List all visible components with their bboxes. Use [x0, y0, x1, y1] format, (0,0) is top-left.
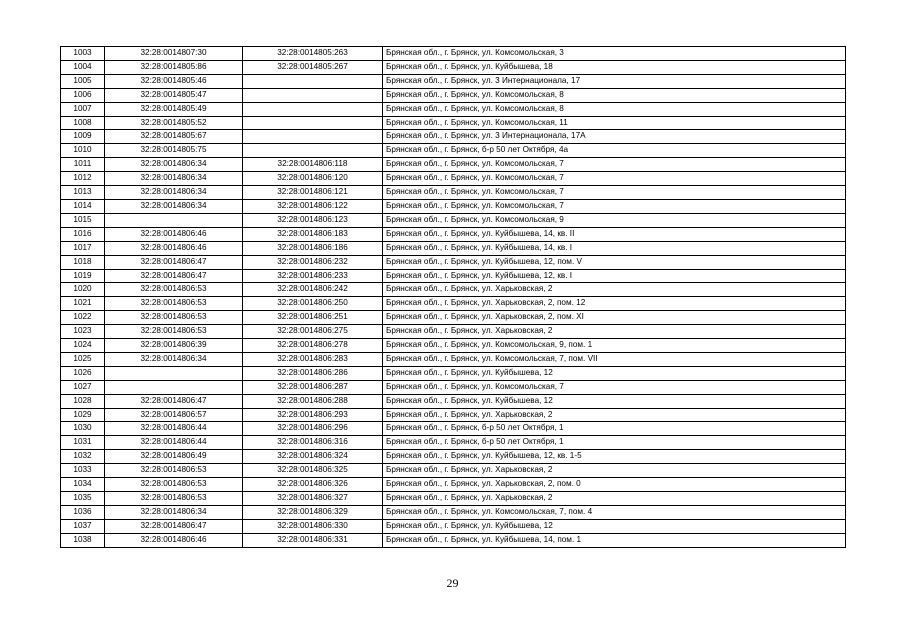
land-cadastral-number-cell: [105, 213, 243, 227]
land-cadastral-number-cell: 32:28:0014806:53: [105, 492, 243, 506]
table-row: [61, 116, 846, 130]
table-row: [61, 186, 846, 200]
object-cadastral-number-cell: 32:28:0014806:293: [243, 408, 383, 422]
table-row: [61, 297, 846, 311]
row-number-cell: 1031: [61, 436, 105, 450]
table-row: [61, 88, 846, 102]
table-row: [61, 269, 846, 283]
object-cadastral-number-cell: 32:28:0014806:325: [243, 464, 383, 478]
table-row: [61, 199, 846, 213]
table-row: [61, 60, 846, 74]
row-number-cell: 1035: [61, 492, 105, 506]
address-cell: Брянская обл., г. Брянск, ул. Комсомольская, 7, пом. 4: [383, 505, 846, 519]
table-row: [61, 74, 846, 88]
object-cadastral-number-cell: 32:28:0014806:326: [243, 478, 383, 492]
object-cadastral-number-cell: 32:28:0014806:331: [243, 533, 383, 547]
land-cadastral-number-cell: 32:28:0014806:53: [105, 297, 243, 311]
address-cell: Брянская обл., г. Брянск, ул. Куйбышева, 12, кв. I: [383, 269, 846, 283]
object-cadastral-number-cell: 32:28:0014806:275: [243, 325, 383, 339]
object-cadastral-number-cell: 32:28:0014806:278: [243, 339, 383, 353]
land-cadastral-number-cell: [105, 366, 243, 380]
row-number-cell: 1005: [61, 74, 105, 88]
table-row: [61, 339, 846, 353]
table-row: [61, 492, 846, 506]
object-cadastral-number-cell: 32:28:0014806:123: [243, 213, 383, 227]
address-cell: Брянская обл., г. Брянск, ул. Комсомольская, 3: [383, 47, 846, 61]
table-row: [61, 241, 846, 255]
table-row: [61, 519, 846, 533]
land-cadastral-number-cell: 32:28:0014806:39: [105, 339, 243, 353]
land-cadastral-number-cell: 32:28:0014806:47: [105, 519, 243, 533]
object-cadastral-number-cell: 32:28:0014806:287: [243, 380, 383, 394]
land-cadastral-number-cell: 32:28:0014806:34: [105, 505, 243, 519]
address-cell: Брянская обл., г. Брянск, ул. Куйбышева, 18: [383, 60, 846, 74]
address-cell: Брянская обл., г. Брянск, ул. Комсомольская, 7: [383, 186, 846, 200]
object-cadastral-number-cell: 32:28:0014805:267: [243, 60, 383, 74]
row-number-cell: 1036: [61, 505, 105, 519]
address-cell: Брянская обл., г. Брянск, ул. Комсомольская, 9, пом. 1: [383, 339, 846, 353]
row-number-cell: 1003: [61, 47, 105, 61]
row-number-cell: 1004: [61, 60, 105, 74]
object-cadastral-number-cell: [243, 88, 383, 102]
land-cadastral-number-cell: 32:28:0014806:47: [105, 269, 243, 283]
land-cadastral-number-cell: 32:28:0014806:46: [105, 241, 243, 255]
land-cadastral-number-cell: 32:28:0014805:52: [105, 116, 243, 130]
address-cell: Брянская обл., г. Брянск, ул. Куйбышева, 14, пом. 1: [383, 533, 846, 547]
row-number-cell: 1020: [61, 283, 105, 297]
table-row: [61, 47, 846, 61]
object-cadastral-number-cell: 32:28:0014806:288: [243, 394, 383, 408]
land-cadastral-number-cell: 32:28:0014806:53: [105, 464, 243, 478]
address-cell: Брянская обл., г. Брянск, ул. Харьковская, 2: [383, 408, 846, 422]
table-row: [61, 172, 846, 186]
land-cadastral-number-cell: 32:28:0014805:86: [105, 60, 243, 74]
table-row: [61, 408, 846, 422]
address-cell: Брянская обл., г. Брянск, ул. Куйбышева, 12: [383, 366, 846, 380]
object-cadastral-number-cell: 32:28:0014806:242: [243, 283, 383, 297]
land-cadastral-number-cell: 32:28:0014806:53: [105, 325, 243, 339]
row-number-cell: 1011: [61, 158, 105, 172]
table-row: [61, 394, 846, 408]
object-cadastral-number-cell: 32:28:0014806:186: [243, 241, 383, 255]
land-cadastral-number-cell: 32:28:0014806:53: [105, 478, 243, 492]
object-cadastral-number-cell: [243, 144, 383, 158]
address-cell: Брянская обл., г. Брянск, ул. Харьковская, 2, пом. 0: [383, 478, 846, 492]
land-cadastral-number-cell: 32:28:0014806:49: [105, 450, 243, 464]
row-number-cell: 1015: [61, 213, 105, 227]
row-number-cell: 1006: [61, 88, 105, 102]
row-number-cell: 1026: [61, 366, 105, 380]
land-cadastral-number-cell: 32:28:0014806:44: [105, 422, 243, 436]
row-number-cell: 1027: [61, 380, 105, 394]
address-cell: Брянская обл., г. Брянск, ул. Комсомольская, 7: [383, 380, 846, 394]
object-cadastral-number-cell: 32:28:0014806:286: [243, 366, 383, 380]
table-body: [61, 47, 846, 548]
address-cell: Брянская обл., г. Брянск, ул. Комсомольская, 7: [383, 172, 846, 186]
row-number-cell: 1033: [61, 464, 105, 478]
table-row: [61, 422, 846, 436]
land-cadastral-number-cell: 32:28:0014806:53: [105, 283, 243, 297]
address-cell: Брянская обл., г. Брянск, ул. Куйбышева, 12: [383, 394, 846, 408]
table-row: [61, 158, 846, 172]
table-row: [61, 450, 846, 464]
object-cadastral-number-cell: 32:28:0014806:183: [243, 227, 383, 241]
address-cell: Брянская обл., г. Брянск, ул. Комсомольская, 11: [383, 116, 846, 130]
object-cadastral-number-cell: 32:28:0014806:316: [243, 436, 383, 450]
object-cadastral-number-cell: 32:28:0014806:296: [243, 422, 383, 436]
object-cadastral-number-cell: [243, 116, 383, 130]
land-cadastral-number-cell: 32:28:0014806:46: [105, 533, 243, 547]
row-number-cell: 1012: [61, 172, 105, 186]
table-row: [61, 213, 846, 227]
table-row: [61, 505, 846, 519]
address-cell: Брянская обл., г. Брянск, ул. Куйбышева, 14, кв. II: [383, 227, 846, 241]
table-row: [61, 325, 846, 339]
row-number-cell: 1034: [61, 478, 105, 492]
address-cell: Брянская обл., г. Брянск, ул. Харьковская, 2, пом. 12: [383, 297, 846, 311]
table-row: [61, 352, 846, 366]
object-cadastral-number-cell: 32:28:0014806:330: [243, 519, 383, 533]
table-row: [61, 533, 846, 547]
table-row: [61, 102, 846, 116]
row-number-cell: 1029: [61, 408, 105, 422]
row-number-cell: 1032: [61, 450, 105, 464]
object-cadastral-number-cell: 32:28:0014806:327: [243, 492, 383, 506]
land-cadastral-number-cell: 32:28:0014805:75: [105, 144, 243, 158]
object-cadastral-number-cell: 32:28:0014806:121: [243, 186, 383, 200]
table-row: [61, 255, 846, 269]
land-cadastral-number-cell: 32:28:0014806:46: [105, 227, 243, 241]
land-cadastral-number-cell: 32:28:0014806:34: [105, 158, 243, 172]
address-cell: Брянская обл., г. Брянск, б-р 50 лет Октября, 1: [383, 422, 846, 436]
page-number: 29: [446, 576, 459, 590]
address-cell: Брянская обл., г. Брянск, ул. Харьковская, 2, пом. XI: [383, 311, 846, 325]
address-cell: Брянская обл., г. Брянск, ул. Харьковская, 2: [383, 325, 846, 339]
object-cadastral-number-cell: [243, 130, 383, 144]
object-cadastral-number-cell: 32:28:0014806:120: [243, 172, 383, 186]
table-row: [61, 283, 846, 297]
object-cadastral-number-cell: 32:28:0014806:122: [243, 199, 383, 213]
land-cadastral-number-cell: 32:28:0014806:47: [105, 394, 243, 408]
land-cadastral-number-cell: 32:28:0014807:30: [105, 47, 243, 61]
address-cell: Брянская обл., г. Брянск, ул. Куйбышева, 12, кв. 1-5: [383, 450, 846, 464]
table-row: [61, 144, 846, 158]
address-cell: Брянская обл., г. Брянск, ул. Комсомольская, 7, пом. VII: [383, 352, 846, 366]
address-cell: Брянская обл., г. Брянск, ул. Куйбышева, 14, кв. I: [383, 241, 846, 255]
row-number-cell: 1009: [61, 130, 105, 144]
row-number-cell: 1008: [61, 116, 105, 130]
object-cadastral-number-cell: [243, 74, 383, 88]
land-cadastral-number-cell: 32:28:0014806:57: [105, 408, 243, 422]
address-cell: Брянская обл., г. Брянск, ул. Харьковская, 2: [383, 283, 846, 297]
land-cadastral-number-cell: 32:28:0014805:47: [105, 88, 243, 102]
row-number-cell: 1014: [61, 199, 105, 213]
row-number-cell: 1037: [61, 519, 105, 533]
address-cell: Брянская обл., г. Брянск, ул. Харьковская, 2: [383, 492, 846, 506]
table-row: [61, 366, 846, 380]
land-cadastral-number-cell: 32:28:0014806:44: [105, 436, 243, 450]
address-cell: Брянская обл., г. Брянск, ул. Комсомольская, 8: [383, 88, 846, 102]
row-number-cell: 1018: [61, 255, 105, 269]
land-cadastral-number-cell: 32:28:0014806:34: [105, 199, 243, 213]
object-cadastral-number-cell: 32:28:0014805:263: [243, 47, 383, 61]
row-number-cell: 1023: [61, 325, 105, 339]
address-cell: Брянская обл., г. Брянск, ул. 3 Интернационала, 17А: [383, 130, 846, 144]
table-row: [61, 380, 846, 394]
land-cadastral-number-cell: 32:28:0014806:34: [105, 172, 243, 186]
address-cell: Брянская обл., г. Брянск, ул. 3 Интернационала, 17: [383, 74, 846, 88]
object-cadastral-number-cell: 32:28:0014806:118: [243, 158, 383, 172]
object-cadastral-number-cell: 32:28:0014806:324: [243, 450, 383, 464]
address-cell: Брянская обл., г. Брянск, ул. Комсомольская, 7: [383, 199, 846, 213]
row-number-cell: 1028: [61, 394, 105, 408]
address-cell: Брянская обл., г. Брянск, ул. Комсомольская, 8: [383, 102, 846, 116]
row-number-cell: 1013: [61, 186, 105, 200]
address-cell: Брянская обл., г. Брянск, ул. Харьковская, 2: [383, 464, 846, 478]
land-cadastral-number-cell: 32:28:0014805:49: [105, 102, 243, 116]
object-cadastral-number-cell: [243, 102, 383, 116]
row-number-cell: 1021: [61, 297, 105, 311]
table-row: [61, 436, 846, 450]
land-cadastral-number-cell: 32:28:0014805:67: [105, 130, 243, 144]
row-number-cell: 1024: [61, 339, 105, 353]
table-row: [61, 478, 846, 492]
table-row: [61, 227, 846, 241]
cadastral-table: [60, 46, 846, 548]
table-row: [61, 464, 846, 478]
land-cadastral-number-cell: 32:28:0014806:34: [105, 186, 243, 200]
row-number-cell: 1019: [61, 269, 105, 283]
address-cell: Брянская обл., г. Брянск, ул. Куйбышева, 12, пом. V: [383, 255, 846, 269]
row-number-cell: 1007: [61, 102, 105, 116]
object-cadastral-number-cell: 32:28:0014806:251: [243, 311, 383, 325]
land-cadastral-number-cell: [105, 380, 243, 394]
row-number-cell: 1038: [61, 533, 105, 547]
row-number-cell: 1022: [61, 311, 105, 325]
object-cadastral-number-cell: 32:28:0014806:283: [243, 352, 383, 366]
land-cadastral-number-cell: 32:28:0014806:47: [105, 255, 243, 269]
land-cadastral-number-cell: 32:28:0014806:34: [105, 352, 243, 366]
land-cadastral-number-cell: 32:28:0014806:53: [105, 311, 243, 325]
table-row: [61, 130, 846, 144]
land-cadastral-number-cell: 32:28:0014805:46: [105, 74, 243, 88]
row-number-cell: 1010: [61, 144, 105, 158]
address-cell: Брянская обл., г. Брянск, ул. Куйбышева, 12: [383, 519, 846, 533]
address-cell: Брянская обл., г. Брянск, б-р 50 лет Октября, 4а: [383, 144, 846, 158]
object-cadastral-number-cell: 32:28:0014806:233: [243, 269, 383, 283]
row-number-cell: 1025: [61, 352, 105, 366]
address-cell: Брянская обл., г. Брянск, ул. Комсомольская, 7: [383, 158, 846, 172]
row-number-cell: 1017: [61, 241, 105, 255]
address-cell: Брянская обл., г. Брянск, б-р 50 лет Октября, 1: [383, 436, 846, 450]
object-cadastral-number-cell: 32:28:0014806:232: [243, 255, 383, 269]
table-row: [61, 311, 846, 325]
row-number-cell: 1030: [61, 422, 105, 436]
object-cadastral-number-cell: 32:28:0014806:329: [243, 505, 383, 519]
row-number-cell: 1016: [61, 227, 105, 241]
object-cadastral-number-cell: 32:28:0014806:250: [243, 297, 383, 311]
address-cell: Брянская обл., г. Брянск, ул. Комсомольская, 9: [383, 213, 846, 227]
